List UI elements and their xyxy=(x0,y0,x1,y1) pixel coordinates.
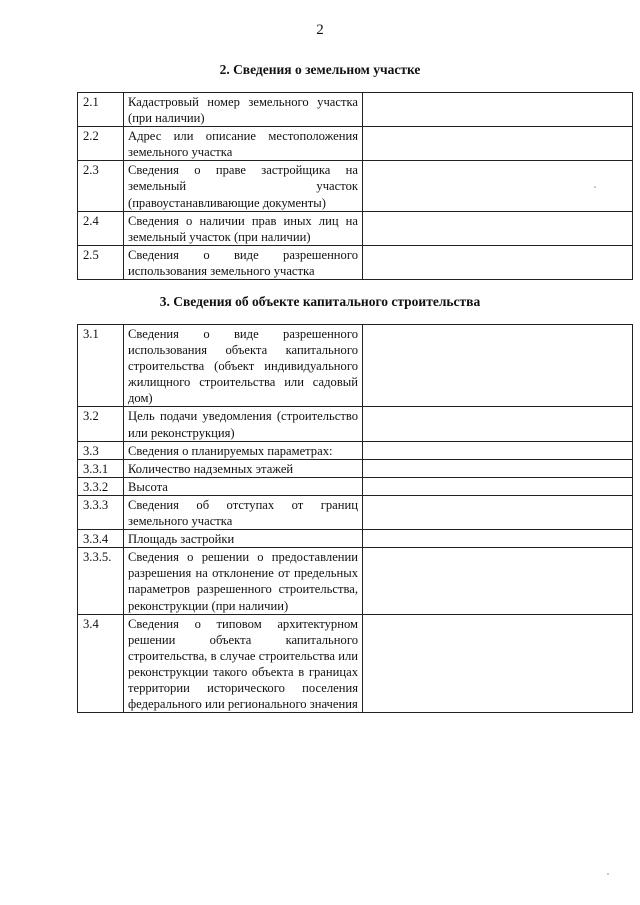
row-label: Цель подачи уведомления (строительство или реконструкция) xyxy=(124,407,363,441)
row-number: 3.4 xyxy=(78,614,124,713)
row-number: 3.2 xyxy=(78,407,124,441)
row-number: 2.4 xyxy=(78,211,124,245)
row-label: Сведения о решении о предоставлении разрешения на отклонение от предельных параметров разрешенного строительства, реконструкции (при наличии) xyxy=(124,548,363,614)
row-label: Сведения о праве застройщика на земельный участок (правоустанавливающие документы) xyxy=(124,161,363,211)
row-value-cell[interactable] xyxy=(363,211,633,245)
row-value-cell[interactable] xyxy=(363,441,633,459)
row-value-cell[interactable] xyxy=(363,161,633,211)
row-number: 3.3 xyxy=(78,441,124,459)
row-number: 3.3.3 xyxy=(78,495,124,529)
row-value-cell[interactable] xyxy=(363,477,633,495)
table-row xyxy=(78,245,633,279)
page-number: 2 xyxy=(316,22,324,38)
row-value-cell[interactable] xyxy=(363,459,633,477)
scan-speck xyxy=(607,873,609,875)
table-row xyxy=(78,548,633,614)
row-number: 3.3.2 xyxy=(78,477,124,495)
row-number: 2.1 xyxy=(78,93,124,127)
row-label: Площадь застройки xyxy=(124,530,363,548)
land-plot-table xyxy=(77,92,633,280)
row-number: 3.3.5. xyxy=(78,548,124,614)
row-label: Сведения о виде разрешенного использования объекта капитального строительства (объект индивидуального жилищного строительства или садовый дом) xyxy=(124,325,363,407)
row-value-cell[interactable] xyxy=(363,530,633,548)
table-row xyxy=(78,325,633,407)
row-value-cell[interactable] xyxy=(363,245,633,279)
section-2-title: 2. Сведения о земельном участке xyxy=(219,62,421,77)
row-number: 2.2 xyxy=(78,127,124,161)
row-value-cell[interactable] xyxy=(363,127,633,161)
row-value-cell[interactable] xyxy=(363,614,633,713)
row-value-cell[interactable] xyxy=(363,495,633,529)
scan-speck xyxy=(594,186,596,188)
row-number: 3.3.4 xyxy=(78,530,124,548)
row-number: 2.5 xyxy=(78,245,124,279)
table-row xyxy=(78,407,633,441)
table-row xyxy=(78,161,633,211)
row-label: Сведения о виде разрешенного использования земельного участка xyxy=(124,245,363,279)
row-number: 2.3 xyxy=(78,161,124,211)
table-row xyxy=(78,477,633,495)
row-label: Высота xyxy=(124,477,363,495)
row-value-cell[interactable] xyxy=(363,407,633,441)
row-value-cell[interactable] xyxy=(363,548,633,614)
row-label: Сведения об отступах от границ земельного участка xyxy=(124,495,363,529)
building-object-table xyxy=(77,324,633,713)
row-number: 3.1 xyxy=(78,325,124,407)
section-3-title: 3. Сведения об объекте капитального строительства xyxy=(159,294,481,309)
table-row xyxy=(78,441,633,459)
row-value-cell[interactable] xyxy=(363,325,633,407)
row-label: Количество надземных этажей xyxy=(124,459,363,477)
row-number: 3.3.1 xyxy=(78,459,124,477)
table-row xyxy=(78,495,633,529)
row-label: Адрес или описание местоположения земельного участка xyxy=(124,127,363,161)
row-label: Сведения о наличии прав иных лиц на земельный участок (при наличии) xyxy=(124,211,363,245)
row-label: Сведения о планируемых параметрах: xyxy=(124,441,363,459)
table-row xyxy=(78,93,633,127)
table-row xyxy=(78,127,633,161)
table-row xyxy=(78,211,633,245)
row-value-cell[interactable] xyxy=(363,93,633,127)
row-label: Сведения о типовом архитектурном решении объекта капитального строительства, в случае строительства или реконструкции такого объекта в границах территории исторического поселения федерального или регионального значения xyxy=(124,614,363,713)
table-row xyxy=(78,530,633,548)
table-row xyxy=(78,614,633,713)
table-row xyxy=(78,459,633,477)
row-label: Кадастровый номер земельного участка (при наличии) xyxy=(124,93,363,127)
